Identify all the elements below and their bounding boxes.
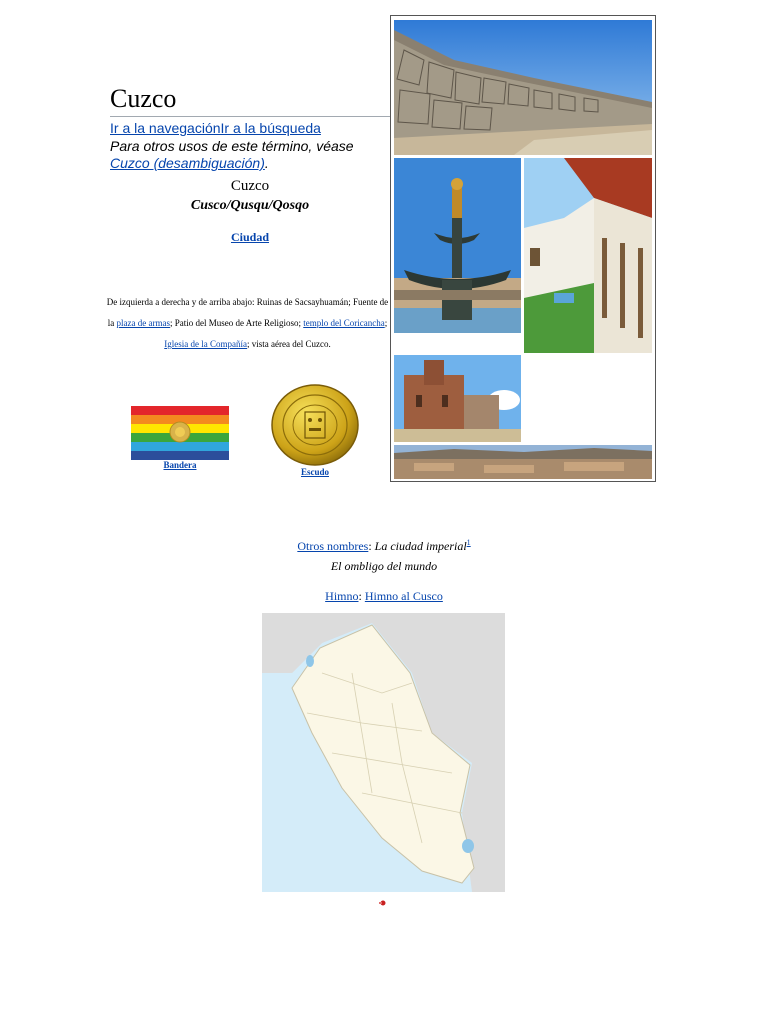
other-names-link[interactable]: Otros nombres xyxy=(297,539,369,553)
flag-sun-icon xyxy=(168,420,192,444)
image-caption xyxy=(105,292,390,355)
city-type-link[interactable]: Ciudad xyxy=(230,230,270,244)
photo-collage[interactable] xyxy=(390,15,656,482)
flag-image[interactable] xyxy=(131,406,229,460)
coricancha-photo[interactable] xyxy=(394,355,521,442)
iglesia-compania-link[interactable]: Iglesia de la Compañía xyxy=(164,339,247,349)
shield-icon[interactable] xyxy=(271,384,359,466)
reference-link[interactable]: 1 xyxy=(466,538,471,547)
shield-label xyxy=(271,467,359,477)
anthem-value-link[interactable]: Himno al Cusco xyxy=(364,589,443,603)
infobox-name: Cuzco xyxy=(230,178,270,194)
other-names-value: La ciudad imperial xyxy=(374,539,467,553)
caption-text-4: ; vista aérea del Cuzco. xyxy=(247,339,331,349)
other-names-row xyxy=(200,538,568,554)
flag-label xyxy=(131,460,229,470)
flag-link[interactable]: Bandera xyxy=(163,460,197,470)
anthem-colon: : xyxy=(358,589,365,603)
location-marker-icon xyxy=(378,899,388,907)
hatnote-period: . xyxy=(264,155,269,171)
hatnote-text: Para otros usos de este término, véase xyxy=(110,138,354,154)
other-names-colon: : xyxy=(368,539,375,553)
page-title: Cuzco xyxy=(110,84,177,113)
aerial-view-photo[interactable] xyxy=(394,445,652,479)
anthem-label-link[interactable]: Himno xyxy=(325,589,359,603)
jump-links xyxy=(110,120,321,136)
infobox-native-name: Cusco/Qusqu/Qosqo xyxy=(190,198,310,213)
hatnote xyxy=(110,138,390,172)
caption-text-2: ; Patio del Museo de Arte Religioso; xyxy=(169,318,304,328)
jump-to-search-link[interactable]: Ir a la búsqueda xyxy=(220,120,321,136)
other-names-value-2: El ombligo del mundo xyxy=(330,559,438,573)
museum-patio-photo[interactable] xyxy=(524,158,652,353)
coricancha-link[interactable]: templo del Coricancha xyxy=(303,318,385,328)
disambiguation-link[interactable]: Cuzco (desambiguación) xyxy=(110,155,265,171)
caption-text-3: ; xyxy=(384,318,388,328)
caption-text-1: De izquierda a derecha y de arriba abajo: Ruinas de Sacsayhuamán; Fuente de la xyxy=(106,297,389,328)
plaza-de-armas-link[interactable]: plaza de armas xyxy=(116,318,170,328)
sacsayhuaman-photo[interactable] xyxy=(394,20,652,155)
title-divider xyxy=(110,116,392,117)
infobox-type xyxy=(130,230,370,245)
location-map[interactable] xyxy=(262,613,505,892)
fountain-photo[interactable] xyxy=(394,158,521,333)
jump-to-navigation-link[interactable]: Ir a la navegación xyxy=(110,120,221,136)
shield-link[interactable]: Escudo xyxy=(300,467,329,477)
anthem-row xyxy=(200,589,568,604)
